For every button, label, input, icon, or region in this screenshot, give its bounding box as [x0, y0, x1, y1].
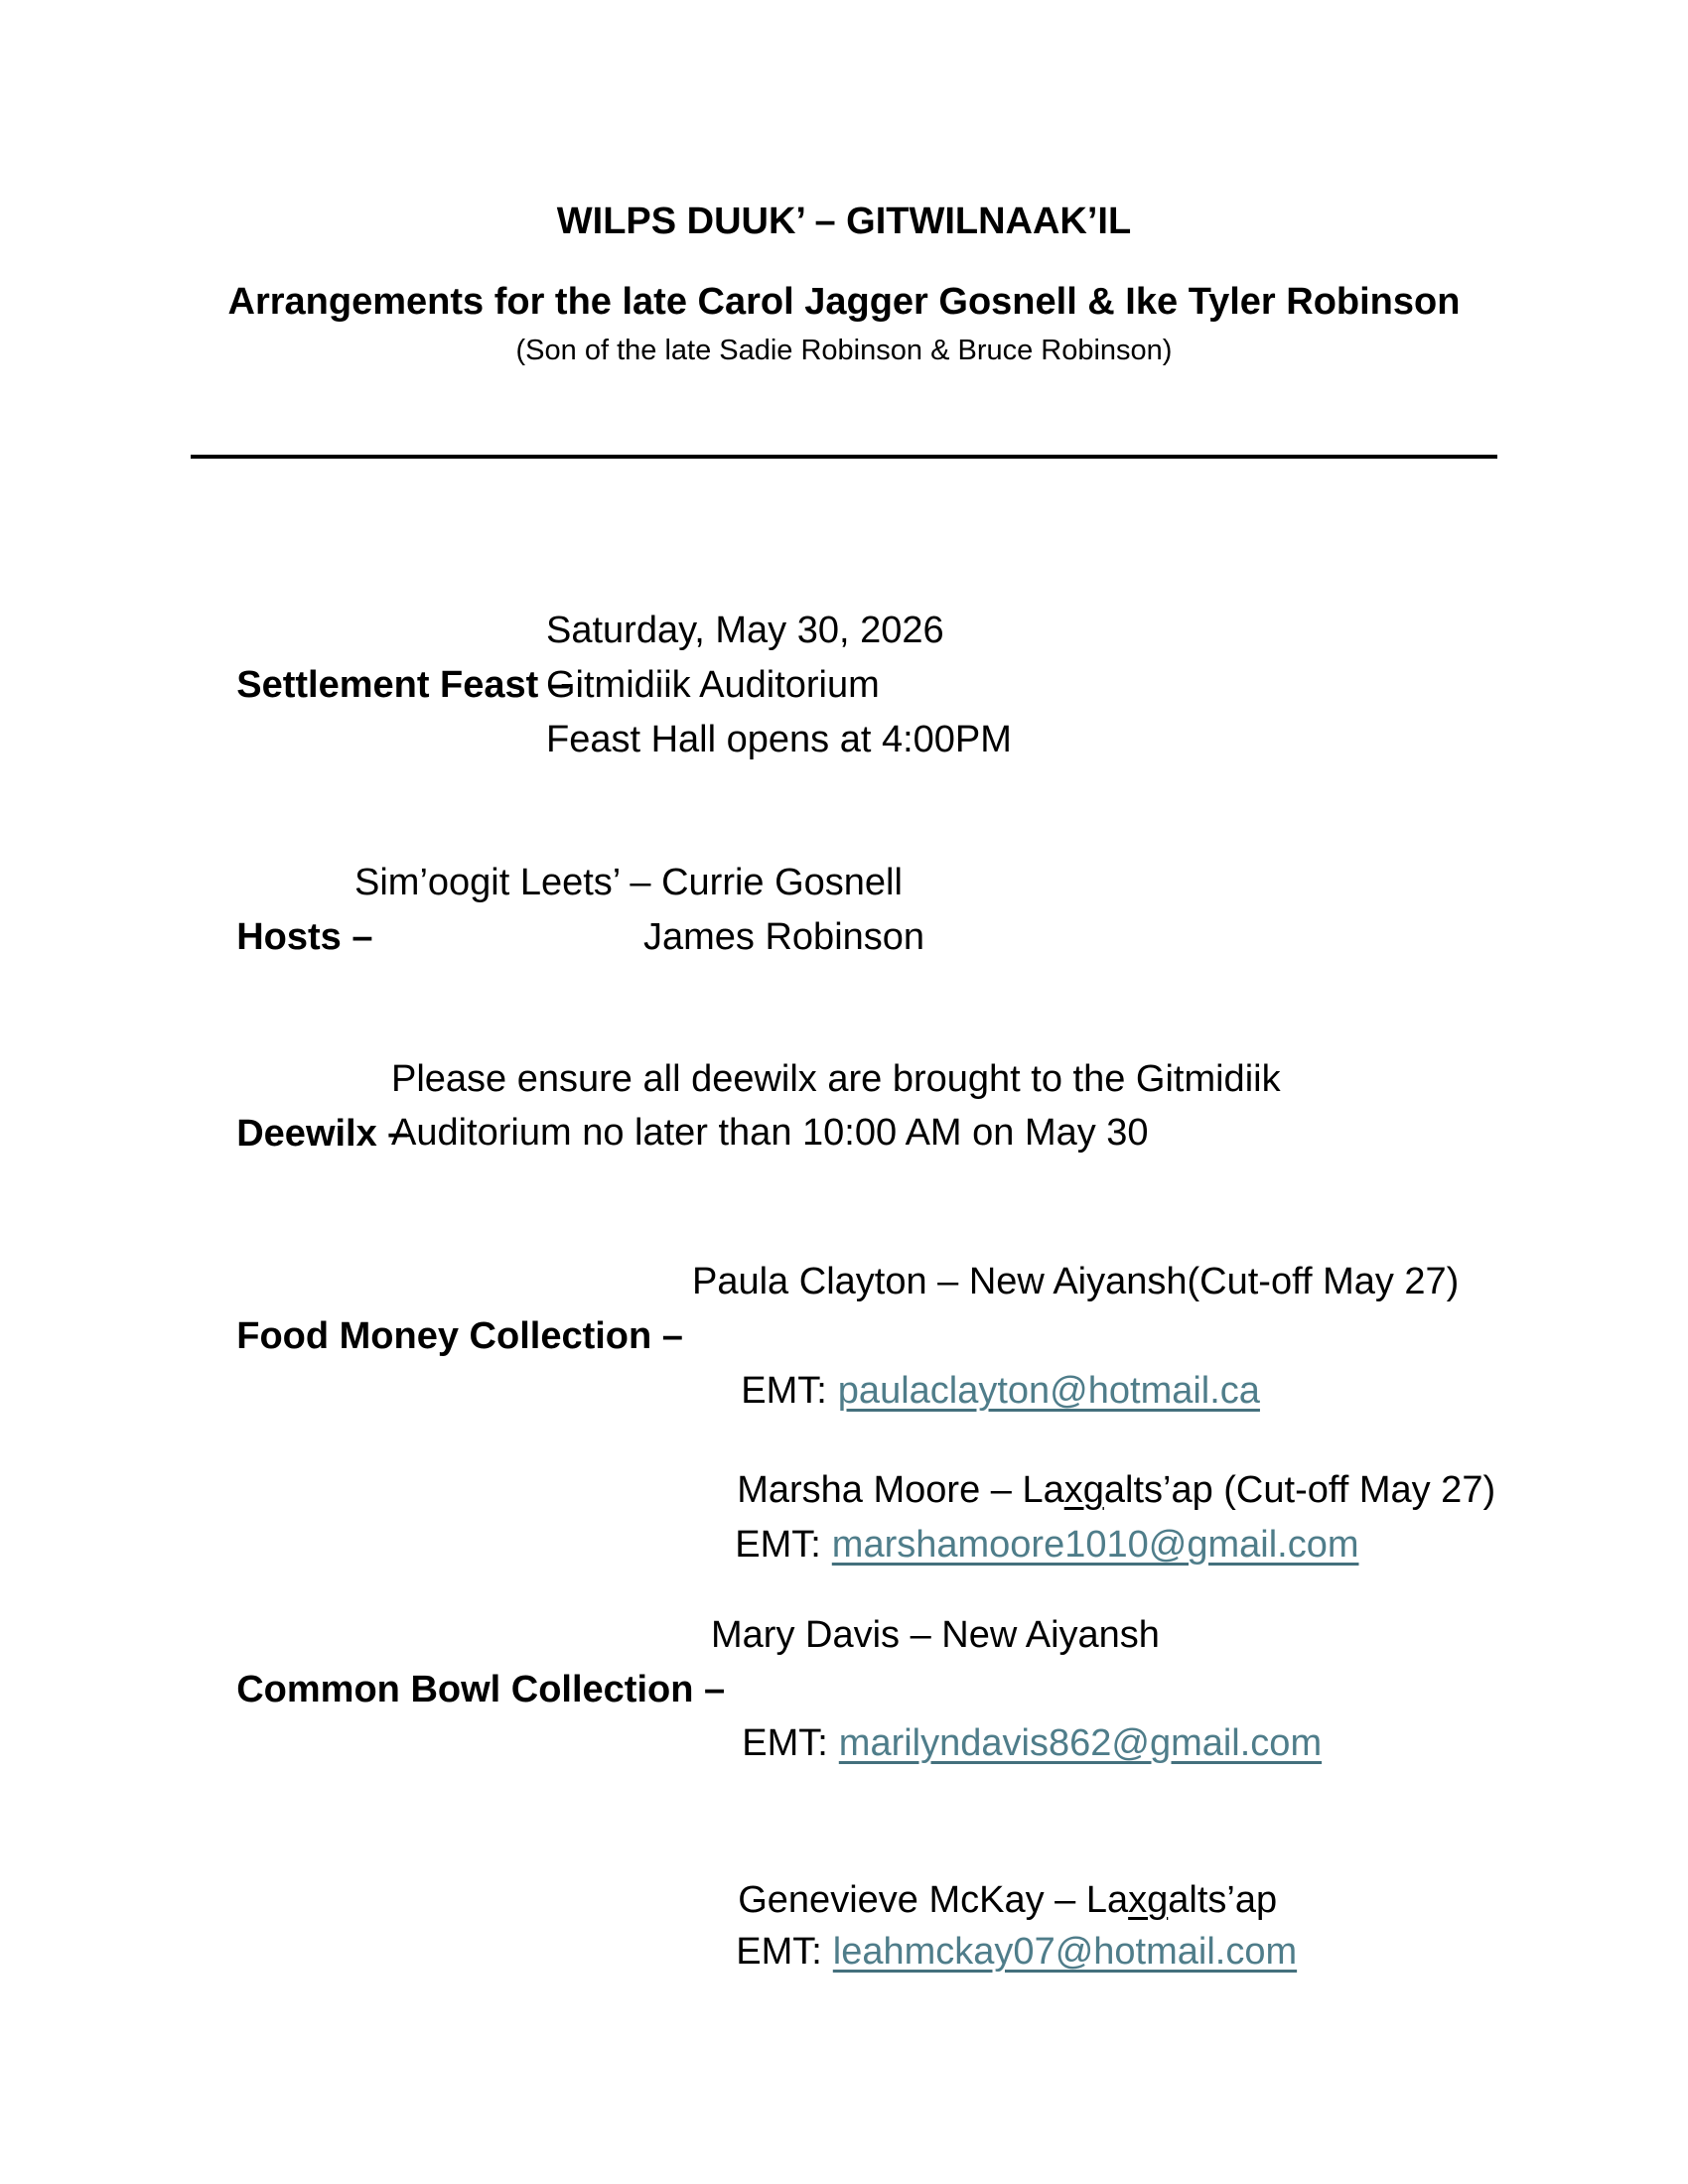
deewilx-instruction-line1: Please ensure all deewilx are brought to the Gitmidiik [391, 1058, 1281, 1100]
email-link-genevieve-mckay[interactable]: leahmckay07@hotmail.com [832, 1931, 1298, 1973]
emt-line-mary [700, 1662, 1322, 1826]
contact-name-text: Mary Davis – New Aiyansh [711, 1614, 1160, 1656]
contact-name-text: alts’ap [1168, 1879, 1278, 1921]
document-title: WILPS DUUK’ – GITWILNAAK’IL [556, 201, 1132, 242]
email-link-paula-clayton[interactable]: paulaclayton@hotmail.ca [837, 1370, 1260, 1412]
contact-name-text: Genevieve McKay – La [738, 1879, 1129, 1921]
emt-line-genevieve [694, 1870, 1297, 2034]
email-link-mary-davis[interactable]: marilyndavis862@gmail.com [838, 1722, 1323, 1764]
contact-name-text: Paula Clayton – New Aiyansh(Cut-off May 27) [692, 1261, 1460, 1302]
contact-name-text: alts’ap (Cut-off May 27) [1103, 1469, 1496, 1511]
food-money-collection-label: Food Money Collection – [236, 1315, 683, 1357]
parenthetical-note: (Son of the late Sadie Robinson & Bruce Robinson) [515, 335, 1173, 366]
settlement-feast-label: Settlement Feast – [236, 664, 571, 706]
emt-line-marsha [693, 1463, 1358, 1627]
deewilx-label: Deewilx – [236, 1113, 409, 1155]
host-name-2: James Robinson [643, 916, 925, 958]
underlined-xg: xg [1128, 1879, 1169, 1921]
contact-name-paula-clayton [692, 1255, 1459, 1309]
emt-label: EMT: [742, 1722, 828, 1764]
host-name-1: Sim’oogit Leets’ – Currie Gosnell [354, 862, 903, 903]
common-bowl-collection-label: Common Bowl Collection – [236, 1669, 726, 1710]
emt-label: EMT: [735, 1524, 821, 1566]
contact-name-text: Marsha Moore – La [737, 1469, 1064, 1511]
divider-line [191, 455, 1497, 459]
contact-name-mary-davis [711, 1608, 1160, 1663]
arrangements-heading: Arrangements for the late Carol Jagger Gosnell & Ike Tyler Robinson [227, 281, 1461, 323]
emt-label: EMT: [736, 1931, 822, 1973]
settlement-feast-date: Saturday, May 30, 2026 [546, 610, 944, 651]
emt-label: EMT: [741, 1370, 827, 1412]
underlined-xg: xg [1063, 1469, 1104, 1511]
settlement-feast-venue: Gitmidiik Auditorium [546, 664, 880, 706]
deewilx-instruction-line2: Auditorium no later than 10:00 AM on May 30 [391, 1112, 1149, 1154]
email-link-marsha-moore[interactable]: marshamoore1010@gmail.com [831, 1524, 1359, 1566]
settlement-feast-time: Feast Hall opens at 4:00PM [546, 719, 1012, 760]
hosts-label: Hosts – [236, 916, 373, 958]
